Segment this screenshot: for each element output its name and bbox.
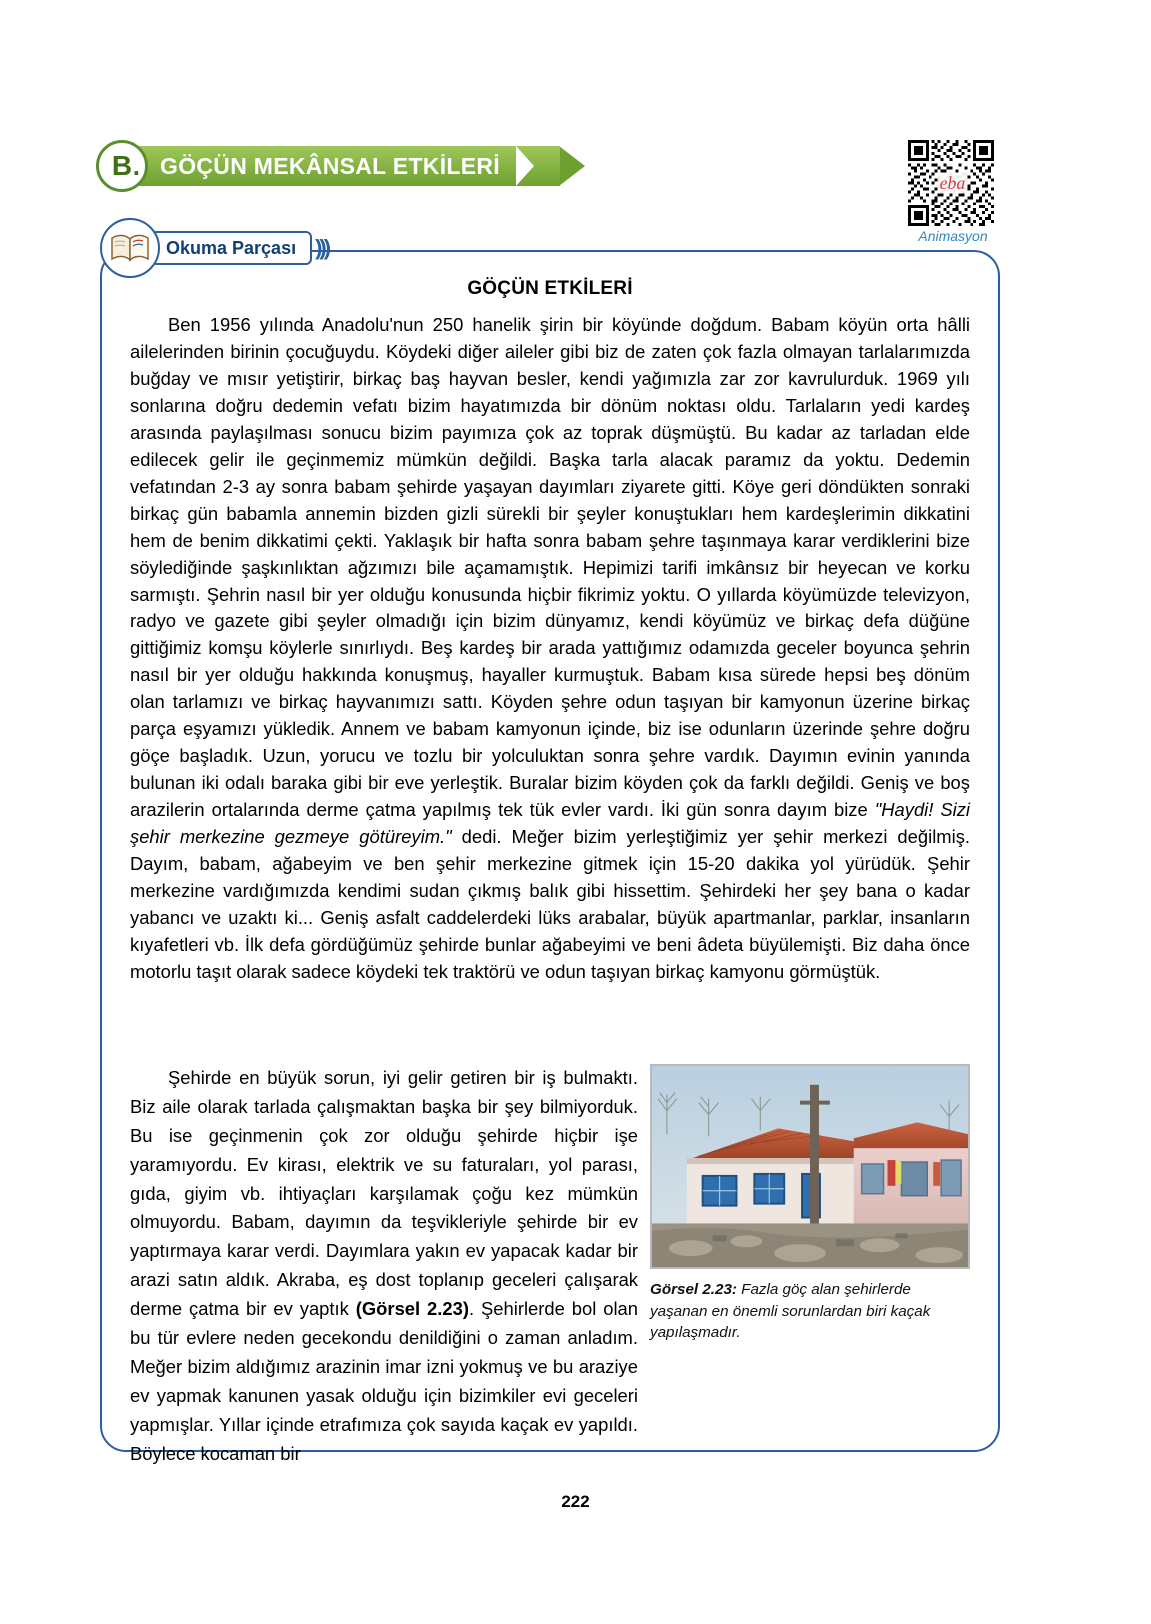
sound-waves-icon: ))) bbox=[315, 235, 329, 260]
svg-text:eba: eba bbox=[939, 173, 966, 194]
qr-code[interactable] bbox=[908, 140, 994, 226]
section-letter-dot: . bbox=[132, 151, 140, 181]
paragraph-1-part-b: dedi. Meğer bizim yerleştiğimiz yer şehir merkezi değilmiş. Dayım, babam, ağabeyim ve ben şehir merkezine gitmek için 15-20 dakika yol yürüdük. Şehir merkezine vardığımızda kendimi sudan çıkmış balık gibi hissettim. Şehirdeki her şey bana o kadar yabancı ve uzaktı ki... Geniş asfalt caddelerdeki lüks arabalar, büyük apartmanlar, parklar, insanların kıyafetleri vb. İlk defa gördüğümüz şehirde bunlar ağabeyimi ve beni âdeta büyülemişti. Biz daha önce motorlu taşıt olarak sadece köydeki tek traktörü ve odun taşıyan birkaç kamyonu görmüştük. bbox=[130, 826, 970, 982]
bottom-area bbox=[130, 1064, 970, 1464]
section-title: GÖÇÜN MEKÂNSAL ETKİLERİ bbox=[160, 152, 500, 179]
page-number: 222 bbox=[561, 1492, 590, 1511]
paragraph-1-quote: "Haydi! Sizi şehir merkezine gezmeye götüreyim." bbox=[130, 799, 970, 848]
open-book-icon-svg bbox=[109, 232, 151, 264]
reading-paragraph-1 bbox=[130, 312, 970, 986]
paragraph-2-part-b: . Şehirlerde bol olan bu tür evlere neden gecekondu denildiğini o zaman anladım. Meğer bizim aldığımız arazinin imar izni yokmuş ve bu araziye ev yapmak kanunen yasak olduğu için bizimkiler evi geceleri yapmışlar. Yıllar içinde etrafımıza çok sayıda kaçak ev yapıldı. Böylece kocaman bir bbox=[130, 1298, 638, 1464]
section-letter-text: B bbox=[111, 150, 133, 181]
figure-caption-text: Fazla göç alan şehirlerde yaşanan en önemli sorunlardan biri kaçak yapılaşmadır. bbox=[650, 1281, 931, 1342]
figure-caption-label: Görsel 2.23: bbox=[650, 1281, 737, 1298]
section-title-banner bbox=[134, 146, 560, 186]
reading-title: GÖÇÜN ETKİLERİ bbox=[467, 278, 633, 299]
qr-animation-label: Animasyon bbox=[918, 228, 988, 244]
banner-arrow-icon bbox=[559, 146, 585, 186]
qr-code-icon bbox=[908, 140, 994, 226]
open-book-icon bbox=[100, 218, 160, 278]
reading-passage-content bbox=[130, 278, 970, 988]
reading-badge-label-box bbox=[150, 231, 312, 265]
section-header bbox=[96, 142, 585, 190]
figure-2-23 bbox=[650, 1064, 970, 1344]
paragraph-2-part-a: Şehirde en büyük sorun, iyi gelir getiren bir iş bulmaktı. Biz aile olarak tarlada çalışmaktan başka bir şey bilmiyorduk. Bu ise geçinmenin çok zor olduğu şehirde hiçbir işe yaramıyordu. Ev kirası, elektrik ve su faturaları, yol parası, gıda, giyim vb. ihtiyaçları karşılamak çoğu kez mümkün olmuyordu. Babam, dayımın da teşvikleriyle şehirde bir ev yaptırmaya karar verdi. Dayımlara yakın ev yapacak kadar bir arazi satın aldık. Akraba, eş dost toplanıp geceleri çalışarak derme çatma bir ev yaptık bbox=[130, 1067, 638, 1320]
reading-badge-label: Okuma Parçası bbox=[166, 237, 297, 258]
paragraph-2-figure-ref: (Görsel 2.23) bbox=[355, 1298, 469, 1320]
photo-houses-image bbox=[650, 1064, 970, 1269]
section-letter-badge bbox=[96, 140, 148, 192]
reading-paragraph-2 bbox=[130, 1064, 638, 1468]
reading-badge bbox=[100, 218, 328, 278]
reading-paragraph-2-column bbox=[130, 1064, 638, 1468]
banner-notch-icon bbox=[516, 146, 534, 186]
paragraph-1-part-a: Ben 1956 yılında Anadolu'nun 250 hanelik şirin bir köyünde doğdum. Babam köyün orta hâlli ailelerinden birinin çocuğuydu. Köydeki diğer aileler gibi biz de zaten çok fazla olmayan tarlalarımızda buğday ve mısır yetiştirir, birkaç baş hayvan besler, kendi yağımızla zar zor kavrulurduk. 1969 yılı sonlarına doğru dedemin vefatı bizim hayatımızda bir dönüm noktası oldu. Tarlaların yedi kardeş arasında paylaşılması sonucu bizim payımıza çok az toprak düşmüştü. Bu kadar az tarladan elde edilecek gelir ile geçinmemiz mümkün değildi. Başka tarla alacak paramız da yoktu. Dedemin vefatından 2-3 ay sonra babam şehirde yaşayan dayımları ziyarete gitti. Köye geri döndükten sonraki birkaç gün babamla annemin bizden gizli sürekli bir şeyler konuştukları hem kardeşlerimin dikkatini hem de benim dikkatimi çekti. Yaklaşık bir hafta sonra babam şehre taşınmaya karar verdiklerini bize söylediğinde şaşkınlıktan ağzımızı bile açamamıştık. Hepimizi tarifi imkânsız bir heyecan ve korku sarmıştı. Şehrin nasıl bir yer olduğu konusunda hiçbir fikrimiz yoktu. O yıllarda köyümüzde televizyon, radyo ve gazete gibi şeyler olmadığı için bizim dünyamız, kendi köyümüz ve birkaç defa düğüne gittiğimiz komşu köylerle sınırlıydı. Beş kardeş bir arada yattığımız odamızda geceler boyunca şehrin nasıl bir yer olduğu hakkında konuşmuş, hayaller kurmuştuk. Babam kısa sürede hepsi beş dönüm olan tarlamızı ve birkaç hayvanımızı sattı. Köyden şehre odun taşıyan bir kamyonun üzerine birkaç parça eşyamızı yükledik. Annem ve babam kamyonun içinde, biz ise odunların üzerinde şehre doğru göçe başladık. Uzun, yorucu ve tozlu bir yolculuktan sonra şehre vardık. Dayımın evinin yanında bulunan iki odalı baraka gibi bir eve yerleştik. Buralar bizim köyden çok da farklı değildi. Geniş ve boş arazilerin ortalarında derme çatma yapılmış tek tük evler vardı. İki gün sonra dayım bize bbox=[130, 314, 970, 821]
figure-caption bbox=[650, 1279, 970, 1344]
